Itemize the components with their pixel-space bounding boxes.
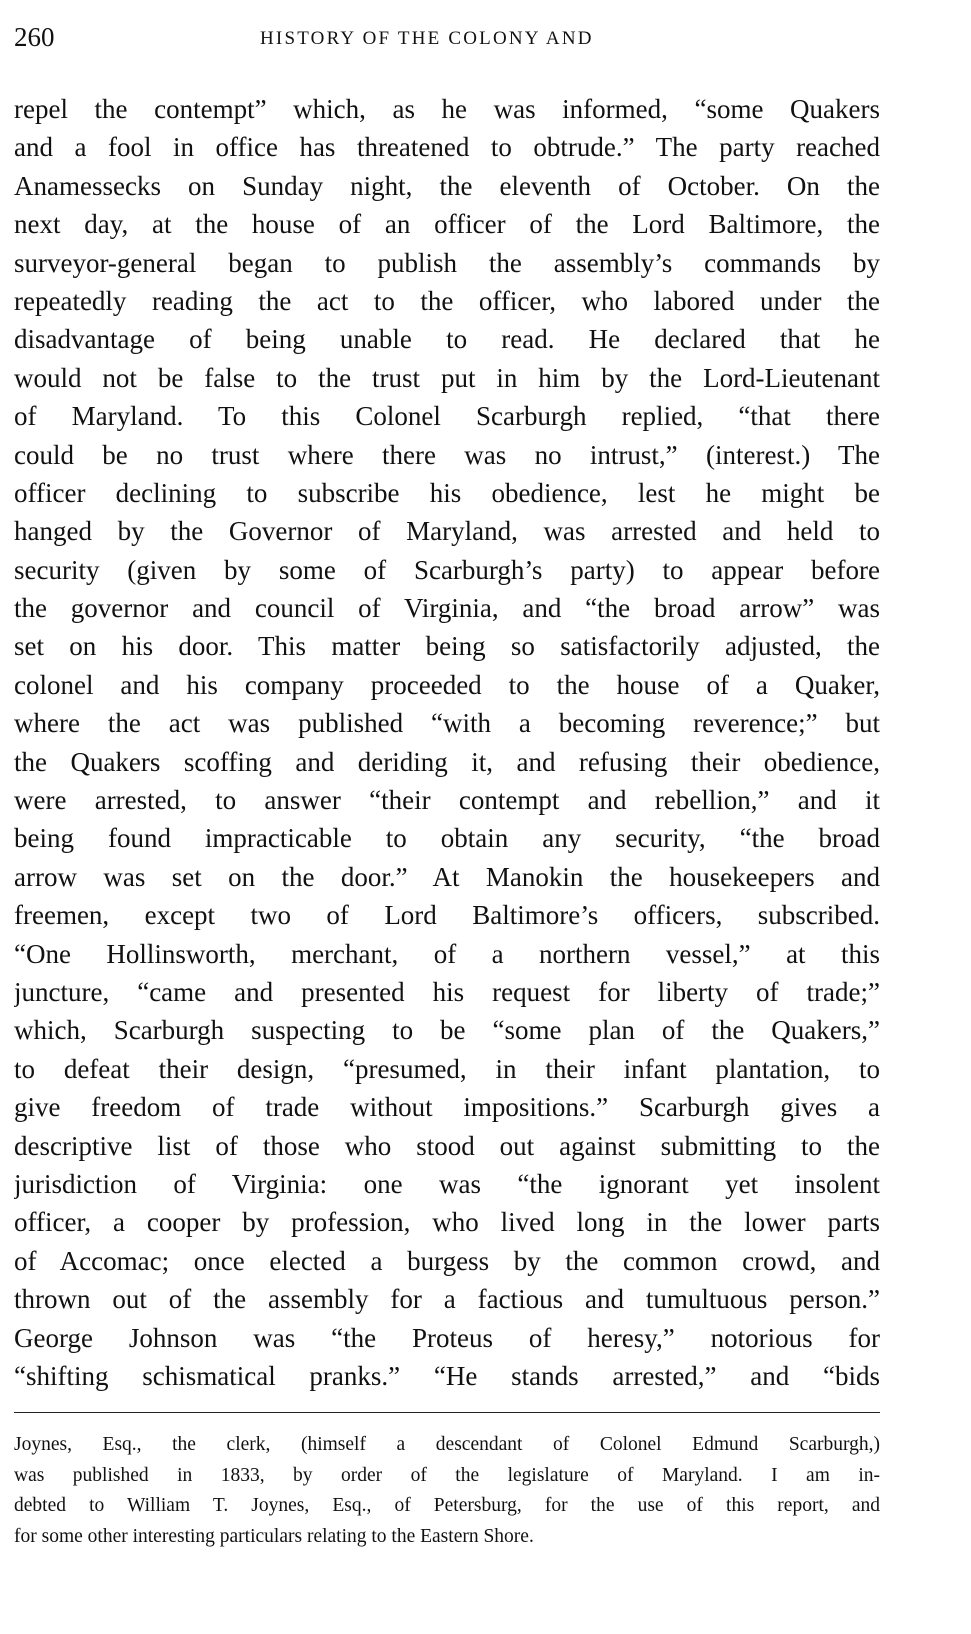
body-line: give freedom of trade without impositions.” Scarburgh gives a — [14, 1092, 880, 1123]
body-line: freemen, except two of Lord Baltimore’s officers, subscribed. — [14, 900, 880, 931]
body-line: “One Hollinsworth, merchant, of a northern vessel,” at this — [14, 938, 880, 969]
body-line: next day, at the house of an officer of the Lord Baltimore, the — [14, 209, 880, 240]
body-line: George Johnson was “the Proteus of heresy,” notorious for — [14, 1322, 880, 1353]
footnote-line: for some other interesting particulars relating to the Eastern Shore. — [14, 1525, 534, 1547]
body-line: colonel and his company proceeded to the house of a Quaker, — [14, 669, 880, 700]
body-line: repel the contempt” which, as he was informed, “some Quakers — [14, 94, 880, 124]
body-line: descriptive list of those who stood out against submitting to the — [14, 1130, 880, 1161]
footnote — [14, 1430, 880, 1552]
body-line: jurisdiction of Virginia: one was “the ignorant yet insolent — [14, 1168, 880, 1199]
body-line: surveyor-general began to publish the assembly’s commands by — [14, 247, 880, 278]
body-line: were arrested, to answer “their contempt and rebellion,” and it — [14, 785, 880, 816]
body-line: repeatedly reading the act to the officer, who labored under the — [14, 285, 880, 316]
body-line: the governor and council of Virginia, and “the broad arrow” was — [14, 593, 880, 624]
footnote-separator-rule — [14, 1412, 880, 1413]
body-line: officer declining to subscribe his obedience, lest he might be — [14, 477, 880, 508]
body-line: juncture, “came and presented his request for liberty of trade;” — [14, 976, 880, 1007]
body-text — [14, 90, 880, 1395]
body-line: security (given by some of Scarburgh’s party) to appear before — [14, 554, 880, 585]
body-line: which, Scarburgh suspecting to be “some plan of the Quakers,” — [14, 1015, 880, 1046]
body-line: officer, a cooper by profession, who lived long in the lower parts — [14, 1207, 880, 1238]
page-number: 260 — [14, 22, 55, 52]
footnote-line: Joynes, Esq., the clerk, (himself a descendant of Colonel Edmund Scarburgh,) — [14, 1434, 880, 1455]
body-line: of Accomac; once elected a burgess by the common crowd, and — [14, 1245, 880, 1276]
body-line: disadvantage of being unable to read. He declared that he — [14, 324, 880, 355]
body-line: of Maryland. To this Colonel Scarburgh replied, “that there — [14, 401, 880, 432]
body-line: the Quakers scoffing and deriding it, and refusing their obedience, — [14, 746, 880, 777]
body-line: could be no trust where there was no intrust,” (interest.) The — [14, 439, 880, 470]
footnote-line: debted to William T. Joynes, Esq., of Petersburg, for the use of this report, and — [14, 1495, 880, 1516]
body-line: hanged by the Governor of Maryland, was arrested and held to — [14, 516, 880, 547]
body-line: and a fool in office has threatened to obtrude.” The party reached — [14, 132, 880, 163]
running-head: HISTORY OF THE COLONY AND — [260, 28, 594, 49]
body-line: Anamessecks on Sunday night, the eleventh of October. On the — [14, 170, 880, 201]
page-header — [14, 20, 894, 54]
footnote-line: was published in 1833, by order of the legislature of Maryland. I am in- — [14, 1464, 880, 1486]
body-line: thrown out of the assembly for a factious and tumultuous person.” — [14, 1284, 880, 1315]
body-line: where the act was published “with a becoming reverence;” but — [14, 708, 880, 739]
body-line: to defeat their design, “presumed, in their infant plantation, to — [14, 1053, 880, 1084]
body-line: being found impracticable to obtain any security, “the broad — [14, 823, 880, 854]
body-line: set on his door. This matter being so satisfactorily adjusted, the — [14, 631, 880, 662]
body-line: “shifting schismatical pranks.” “He stands arrested,” and “bids — [14, 1360, 880, 1391]
body-line: arrow was set on the door.” At Manokin the housekeepers and — [14, 861, 880, 892]
body-line: would not be false to the trust put in him by the Lord-Lieutenant — [14, 362, 880, 393]
